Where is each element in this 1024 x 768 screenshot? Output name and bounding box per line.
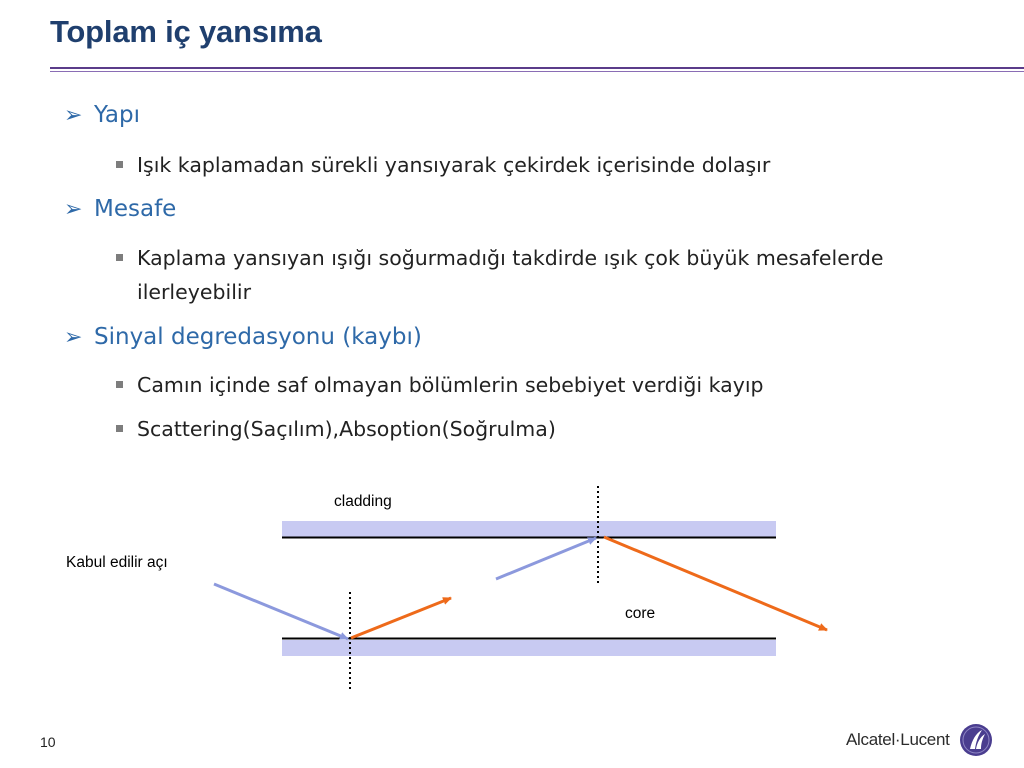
bullet-heading-text: Mesafe xyxy=(94,196,177,222)
bullet-item-text: Kaplama yansıyan ışığı soğurmadığı takdirde ışık çok büyük mesafelerde ilerleyebilir xyxy=(137,246,884,304)
company-logo xyxy=(846,722,994,758)
bullet-heading-text: Sinyal degredasyonu (kaybı) xyxy=(94,324,422,350)
arrow-bullet-icon: ➢ xyxy=(64,197,83,222)
core-label: core xyxy=(625,605,656,622)
acceptance-angle-label: Kabul edilir açı xyxy=(66,554,168,571)
alcatel-lucent-logo-icon xyxy=(958,722,994,758)
bullet-item-text: Camın içinde saf olmayan bölümlerin sebebiyet verdiği kayıp xyxy=(137,373,764,397)
logo-text: Alcatel·Lucent xyxy=(846,730,950,749)
bullet-item-text: Işık kaplamadan sürekli yansıyarak çekirdek içerisinde dolaşır xyxy=(137,153,771,177)
arrow-bullet-icon: ➢ xyxy=(64,103,83,128)
bullet-heading-text: Yapı xyxy=(94,102,140,128)
cladding-label: cladding xyxy=(334,493,392,510)
cladding-bottom-band xyxy=(282,640,776,656)
cladding-top-band xyxy=(282,521,776,537)
page-number: 10 xyxy=(40,734,56,750)
incident-ray-arrow xyxy=(214,584,348,639)
arrow-bullet-icon: ➢ xyxy=(64,325,83,350)
slide-title: Toplam iç yansıma xyxy=(50,14,322,49)
reflected-ray-arrow xyxy=(351,598,451,638)
incident-ray-arrow-upper xyxy=(496,538,596,579)
bullet-item-text: Scattering(Saçılım),Absoption(Soğrulma) xyxy=(137,417,556,441)
